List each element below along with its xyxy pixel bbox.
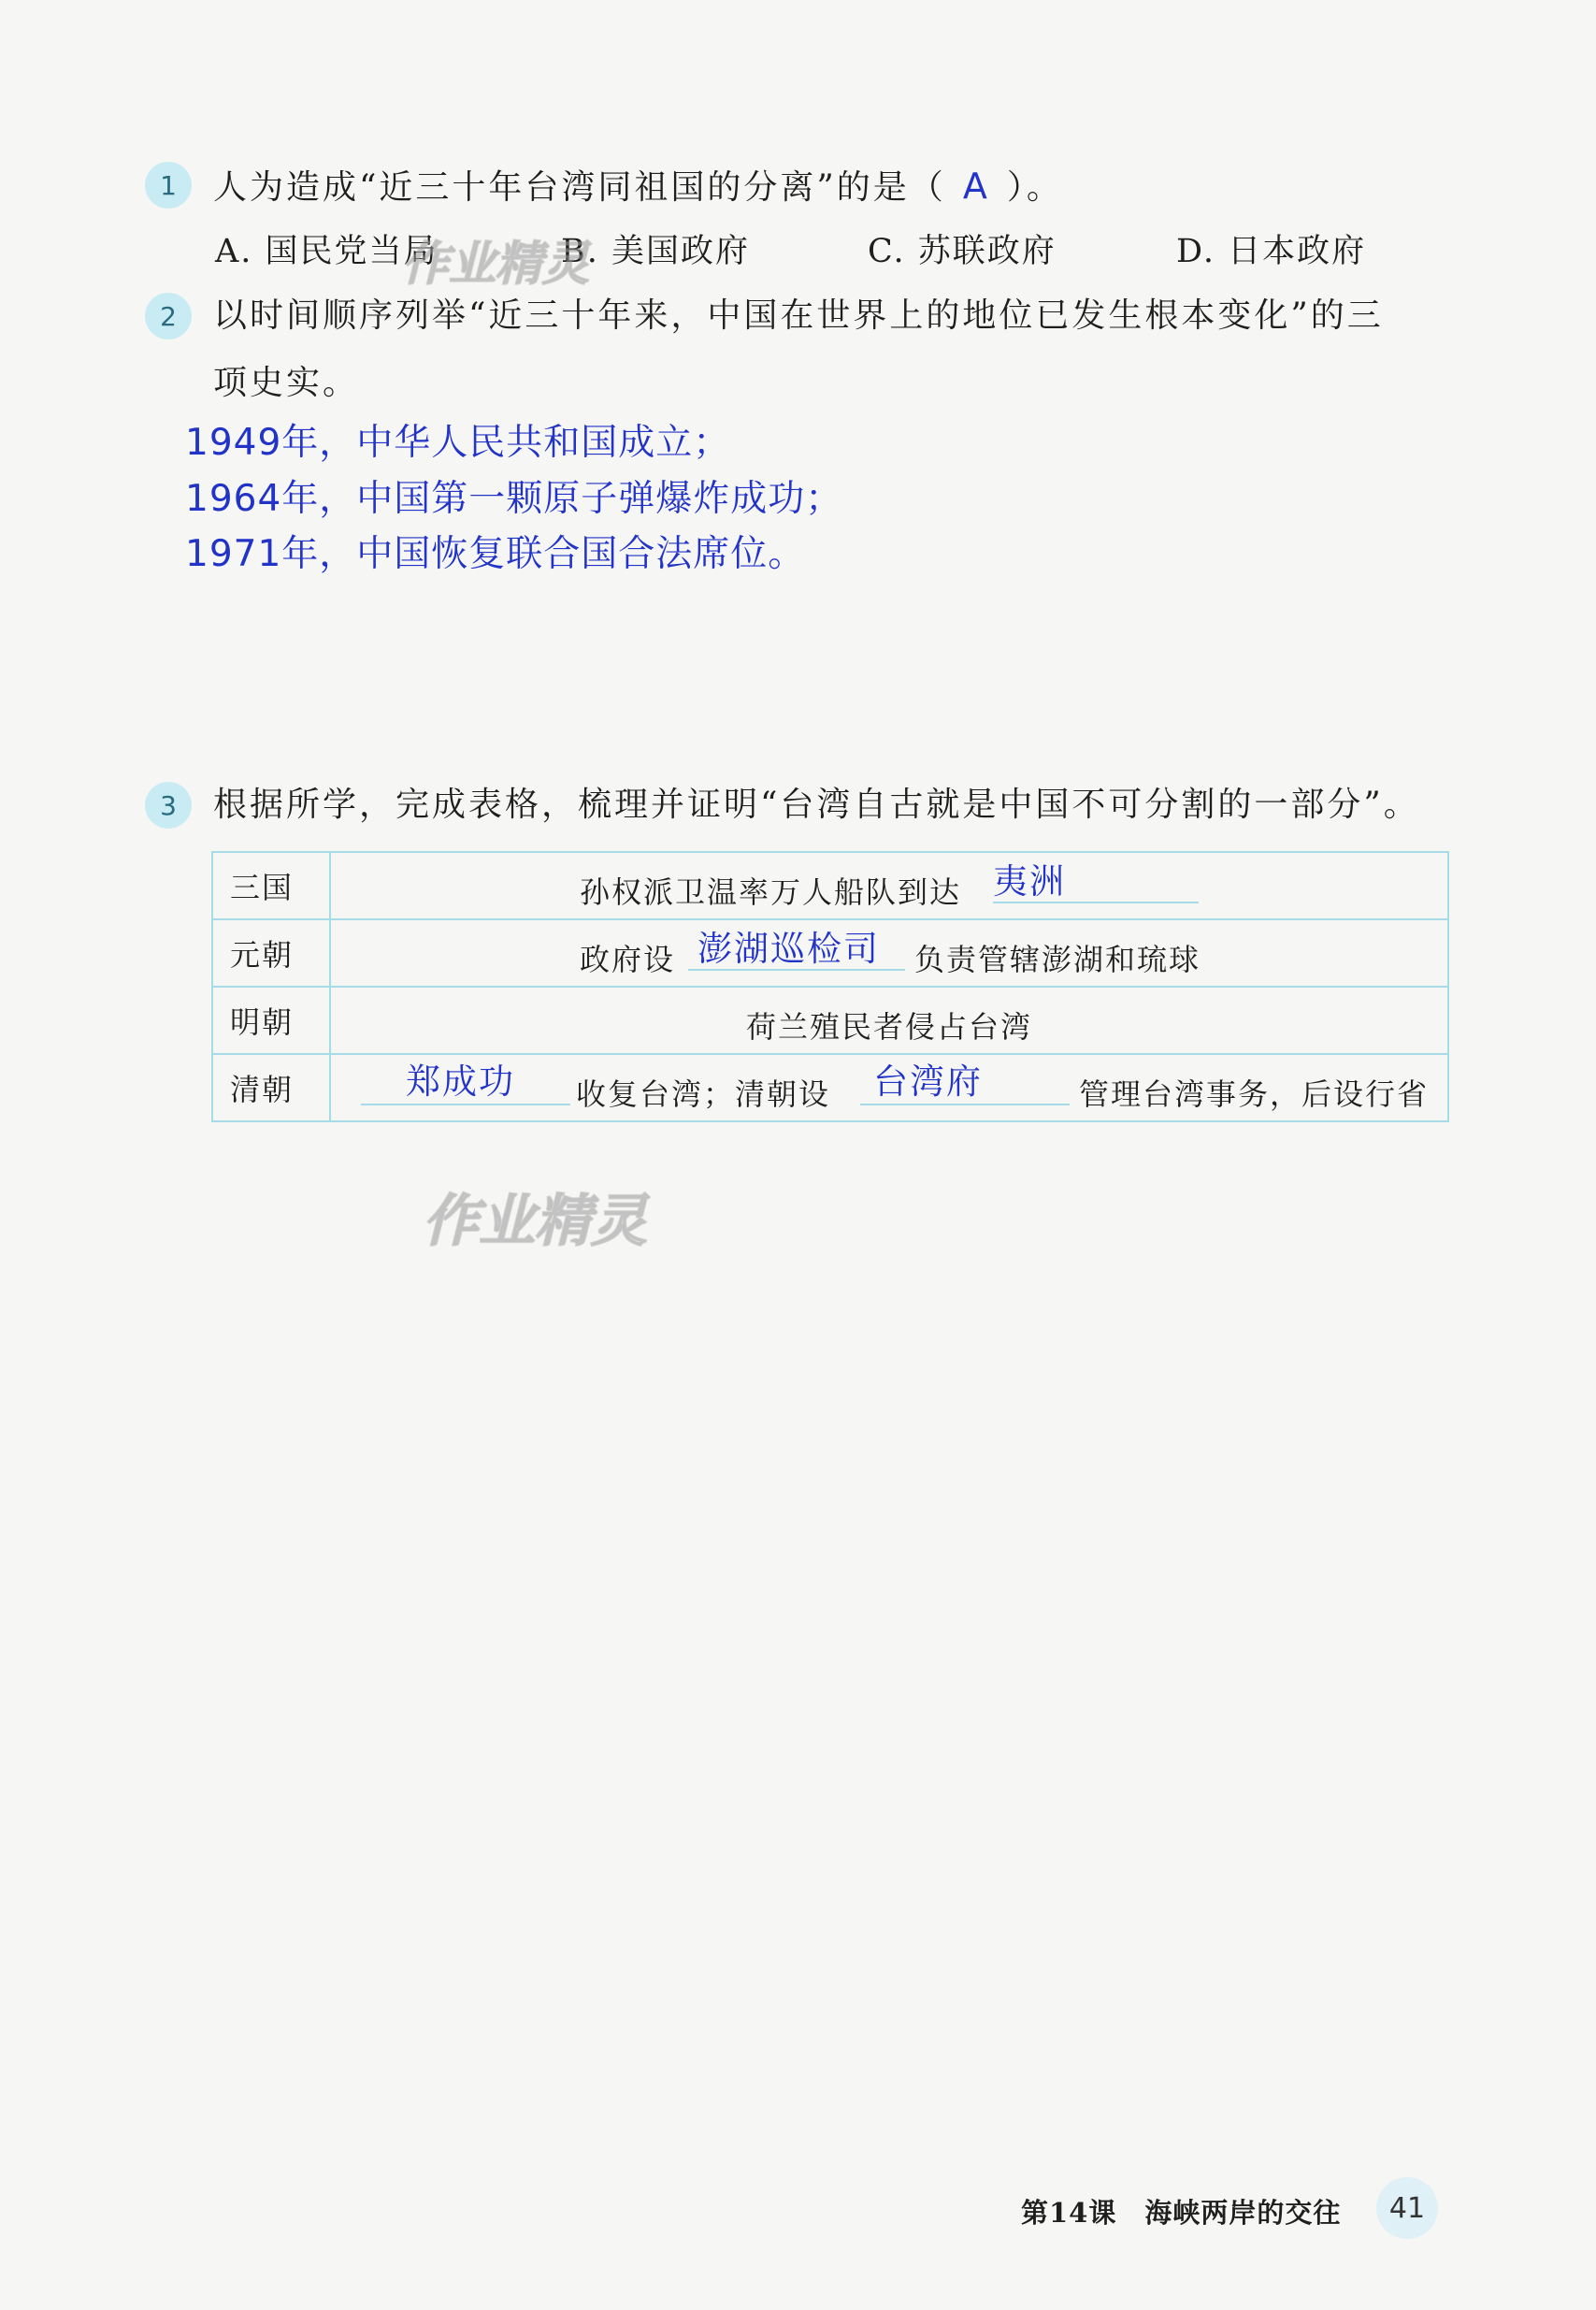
era-label: 元朝: [212, 919, 330, 987]
answer-fact-2: 1964年，中国第一颗原子弹爆炸成功；: [185, 478, 843, 520]
lesson-title: 第14课 海峡两岸的交往: [1021, 2197, 1342, 2229]
table-row-yuan: [212, 919, 1448, 987]
row-text: 管理台湾事务，后设行省: [1079, 1076, 1430, 1112]
era-label: 清朝: [212, 1054, 330, 1121]
question-1-text: [213, 168, 1063, 205]
table-row-ming: [212, 987, 1448, 1054]
table-row-three-kingdoms: [212, 852, 1448, 919]
page-number: 41: [1376, 2177, 1438, 2239]
row-text: 政府设: [580, 942, 676, 977]
option-c: C. 苏联政府: [868, 233, 1057, 270]
question-number-2: 2: [145, 293, 192, 339]
era-label: 明朝: [212, 987, 330, 1054]
question-2-line-2: 项史实。: [213, 364, 360, 402]
blank-answer: 台湾府: [873, 1061, 983, 1102]
row-content: [330, 1054, 1448, 1121]
row-content: [330, 919, 1448, 987]
blank-answer: 澎湖巡检司: [697, 929, 880, 969]
row-text: 荷兰殖民者侵占台湾: [746, 1009, 1033, 1045]
era-label: 三国: [212, 852, 330, 919]
watermark: 作业精灵: [402, 237, 589, 291]
row-text: 负责管辖澎湖和琉球: [914, 942, 1201, 977]
question-1-answer: A: [962, 166, 990, 207]
question-2-line-1: 以时间顺序列举“近三十年来，中国在世界上的地位已发生根本变化”的三: [213, 296, 1384, 335]
answer-fact-1: 1949年，中华人民共和国成立；: [185, 422, 731, 464]
blank-answer: 夷洲: [993, 861, 1066, 902]
answer-blank: [860, 1059, 1070, 1105]
question-number-3: 3: [145, 782, 192, 829]
table-row-qing: [212, 1054, 1448, 1121]
question-number-1: 1: [145, 162, 192, 209]
option-d: D. 日本政府: [1176, 233, 1367, 270]
question-3-text: 根据所学，完成表格，梳理并证明“台湾自古就是中国不可分割的一部分”。: [213, 786, 1420, 824]
question-1-stem: 人为造成“近三十年台湾同祖国的分离”的是（: [213, 168, 946, 207]
row-text: 收复台湾；清朝设: [576, 1076, 831, 1112]
row-text: 孙权派卫温率万人船队到达: [580, 874, 962, 910]
blank-answer: 郑成功: [406, 1061, 515, 1102]
answer-blank: [361, 1059, 570, 1105]
watermark: 作业精灵: [423, 1189, 647, 1254]
history-table: [211, 851, 1449, 1122]
answer-blank: [688, 924, 905, 971]
option-b: B. 美国政府: [561, 233, 750, 270]
row-content: [330, 852, 1448, 919]
question-1-close: ）。: [1006, 168, 1063, 207]
option-a: A. 国民党当局: [215, 233, 439, 270]
row-content: [330, 987, 1448, 1054]
answer-fact-3: 1971年，中国恢复联合国合法席位。: [185, 533, 806, 575]
answer-blank: [993, 857, 1199, 903]
